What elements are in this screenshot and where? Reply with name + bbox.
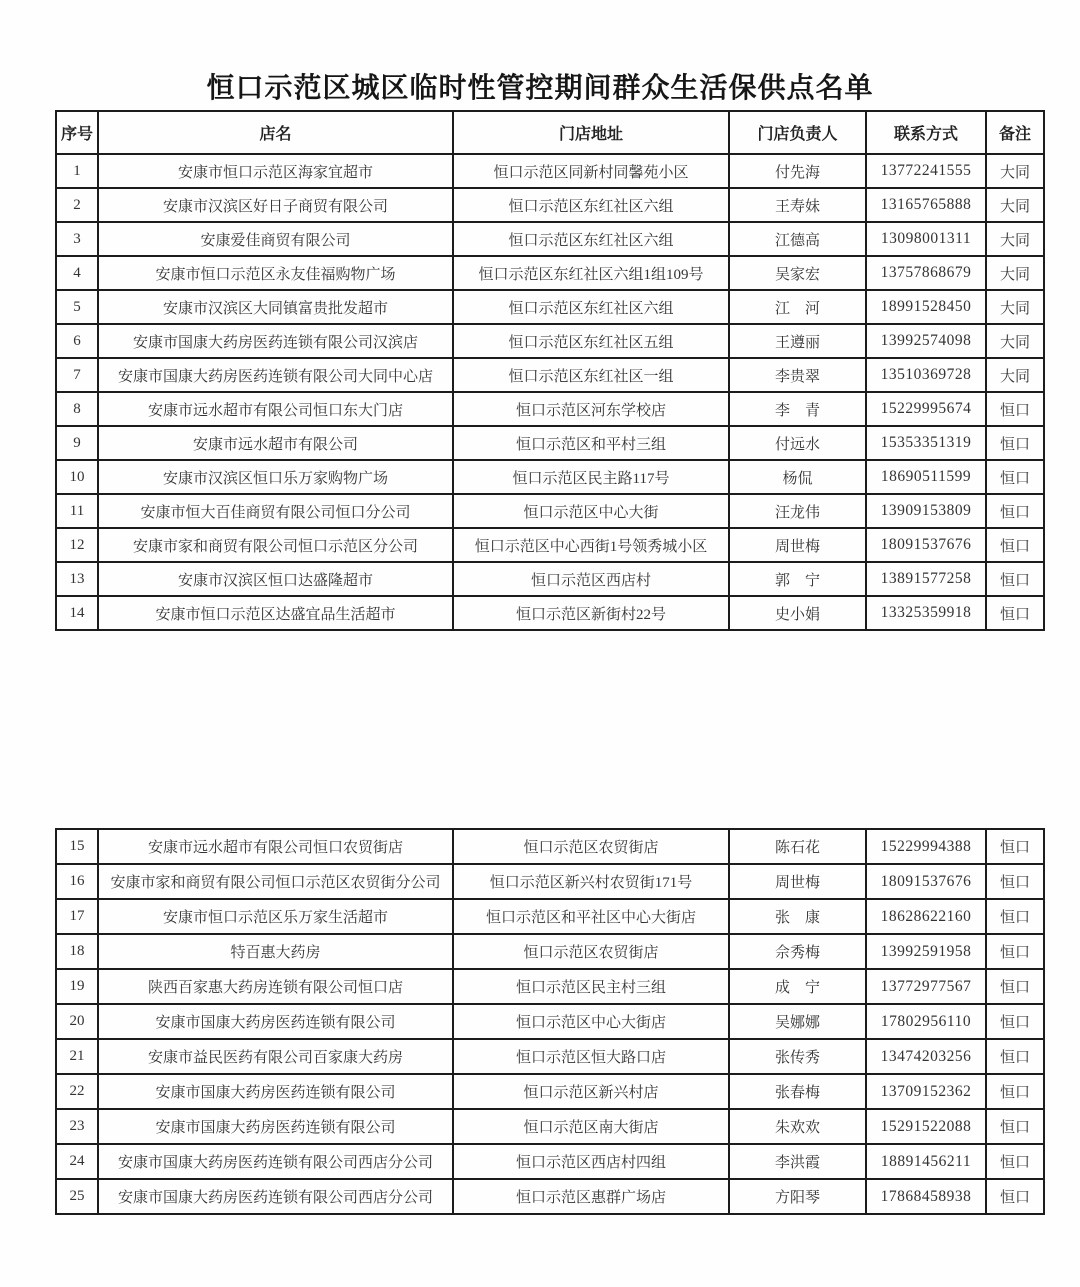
cell-manager: 史小娟 (729, 596, 866, 630)
cell-manager: 朱欢欢 (729, 1109, 866, 1144)
cell-address: 恒口示范区新兴村农贸街171号 (453, 864, 729, 899)
table-row (56, 1039, 1044, 1074)
cell-index: 7 (56, 358, 98, 392)
table-row (56, 596, 1044, 630)
cell-manager: 付远水 (729, 426, 866, 460)
table-row (56, 1109, 1044, 1144)
table-row (56, 829, 1044, 864)
cell-address: 恒口示范区和平社区中心大街店 (453, 899, 729, 934)
cell-note: 恒口 (986, 934, 1044, 969)
cell-manager: 杨侃 (729, 460, 866, 494)
cell-note: 大同 (986, 324, 1044, 358)
cell-phone: 15353351319 (866, 426, 986, 460)
table-row (56, 1144, 1044, 1179)
cell-manager: 张春梅 (729, 1074, 866, 1109)
cell-manager: 成 宁 (729, 969, 866, 1004)
cell-index: 2 (56, 188, 98, 222)
cell-index: 24 (56, 1144, 98, 1179)
cell-address: 恒口示范区河东学校店 (453, 392, 729, 426)
cell-note: 恒口 (986, 1144, 1044, 1179)
cell-store-name: 安康市汉滨区好日子商贸有限公司 (98, 188, 453, 222)
cell-phone: 18891456211 (866, 1144, 986, 1179)
page-title: 恒口示范区城区临时性管控期间群众生活保供点名单 (206, 72, 874, 103)
cell-index: 6 (56, 324, 98, 358)
cell-store-name: 特百惠大药房 (98, 934, 453, 969)
cell-phone: 13510369728 (866, 358, 986, 392)
cell-index: 16 (56, 864, 98, 899)
table-row (56, 188, 1044, 222)
cell-manager: 王遵丽 (729, 324, 866, 358)
table-row (56, 864, 1044, 899)
cell-note: 恒口 (986, 1179, 1044, 1214)
cell-note: 恒口 (986, 392, 1044, 426)
cell-index: 25 (56, 1179, 98, 1214)
table-row (56, 494, 1044, 528)
cell-phone: 15229995674 (866, 392, 986, 426)
cell-note: 恒口 (986, 969, 1044, 1004)
cell-phone: 18628622160 (866, 899, 986, 934)
cell-note: 恒口 (986, 562, 1044, 596)
cell-phone: 18091537676 (866, 864, 986, 899)
cell-phone: 13992574098 (866, 324, 986, 358)
cell-index: 10 (56, 460, 98, 494)
table-row (56, 1074, 1044, 1109)
cell-phone: 13165765888 (866, 188, 986, 222)
cell-manager: 吴娜娜 (729, 1004, 866, 1039)
cell-address: 恒口示范区东红社区一组 (453, 358, 729, 392)
cell-address: 恒口示范区民主路117号 (453, 460, 729, 494)
cell-store-name: 安康市国康大药房医药连锁有限公司西店分公司 (98, 1144, 453, 1179)
cell-store-name: 安康市国康大药房医药连锁有限公司汉滨店 (98, 324, 453, 358)
cell-note: 恒口 (986, 1004, 1044, 1039)
table-row (56, 154, 1044, 188)
cell-phone: 18690511599 (866, 460, 986, 494)
cell-store-name: 陕西百家惠大药房连锁有限公司恒口店 (98, 969, 453, 1004)
cell-store-name: 安康市远水超市有限公司 (98, 426, 453, 460)
cell-store-name: 安康市汉滨区恒口乐万家购物广场 (98, 460, 453, 494)
supply-points-table-page2 (55, 828, 1045, 1215)
cell-store-name: 安康市国康大药房医药连锁有限公司 (98, 1004, 453, 1039)
cell-store-name: 安康市恒口示范区海家宜超市 (98, 154, 453, 188)
table-row (56, 324, 1044, 358)
column-header: 联系方式 (866, 111, 986, 154)
cell-store-name: 安康市国康大药房医药连锁有限公司大同中心店 (98, 358, 453, 392)
cell-index: 21 (56, 1039, 98, 1074)
cell-index: 1 (56, 154, 98, 188)
column-header: 店名 (98, 111, 453, 154)
column-header: 序号 (56, 111, 98, 154)
cell-store-name: 安康市家和商贸有限公司恒口示范区分公司 (98, 528, 453, 562)
cell-address: 恒口示范区中心大街店 (453, 1004, 729, 1039)
cell-store-name: 安康市远水超市有限公司恒口农贸街店 (98, 829, 453, 864)
cell-manager: 周世梅 (729, 864, 866, 899)
cell-note: 恒口 (986, 460, 1044, 494)
cell-note: 大同 (986, 154, 1044, 188)
cell-address: 恒口示范区同新村同馨苑小区 (453, 154, 729, 188)
table-header-row (56, 111, 1044, 154)
cell-address: 恒口示范区农贸街店 (453, 934, 729, 969)
table-row (56, 899, 1044, 934)
cell-note: 恒口 (986, 829, 1044, 864)
table-row (56, 392, 1044, 426)
cell-note: 恒口 (986, 596, 1044, 630)
cell-phone: 13909153809 (866, 494, 986, 528)
cell-store-name: 安康市恒口示范区乐万家生活超市 (98, 899, 453, 934)
cell-manager: 周世梅 (729, 528, 866, 562)
cell-store-name: 安康爱佳商贸有限公司 (98, 222, 453, 256)
cell-phone: 17802956110 (866, 1004, 986, 1039)
cell-note: 恒口 (986, 864, 1044, 899)
cell-note: 恒口 (986, 494, 1044, 528)
cell-manager: 张传秀 (729, 1039, 866, 1074)
cell-manager: 付先海 (729, 154, 866, 188)
cell-manager: 方阳琴 (729, 1179, 866, 1214)
cell-address: 恒口示范区中心大街 (453, 494, 729, 528)
cell-store-name: 安康市恒口示范区永友佳福购物广场 (98, 256, 453, 290)
cell-manager: 郭 宁 (729, 562, 866, 596)
cell-index: 17 (56, 899, 98, 934)
cell-index: 11 (56, 494, 98, 528)
cell-address: 恒口示范区惠群广场店 (453, 1179, 729, 1214)
cell-store-name: 安康市家和商贸有限公司恒口示范区农贸街分公司 (98, 864, 453, 899)
cell-store-name: 安康市汉滨区大同镇富贵批发超市 (98, 290, 453, 324)
cell-manager: 张 康 (729, 899, 866, 934)
table-row (56, 290, 1044, 324)
cell-manager: 汪龙伟 (729, 494, 866, 528)
table-row (56, 562, 1044, 596)
cell-store-name: 安康市国康大药房医药连锁有限公司 (98, 1074, 453, 1109)
cell-manager: 陈石花 (729, 829, 866, 864)
cell-index: 23 (56, 1109, 98, 1144)
table-row (56, 528, 1044, 562)
cell-store-name: 安康市恒口示范区达盛宜品生活超市 (98, 596, 453, 630)
cell-address: 恒口示范区西店村 (453, 562, 729, 596)
column-header: 备注 (986, 111, 1044, 154)
cell-store-name: 安康市国康大药房医药连锁有限公司 (98, 1109, 453, 1144)
cell-address: 恒口示范区东红社区六组1组109号 (453, 256, 729, 290)
cell-phone: 13992591958 (866, 934, 986, 969)
cell-manager: 李 青 (729, 392, 866, 426)
cell-manager: 佘秀梅 (729, 934, 866, 969)
cell-store-name: 安康市恒大百佳商贸有限公司恒口分公司 (98, 494, 453, 528)
cell-address: 恒口示范区东红社区六组 (453, 188, 729, 222)
cell-index: 8 (56, 392, 98, 426)
cell-note: 大同 (986, 290, 1044, 324)
cell-phone: 13709152362 (866, 1074, 986, 1109)
cell-index: 19 (56, 969, 98, 1004)
cell-store-name: 安康市远水超市有限公司恒口东大门店 (98, 392, 453, 426)
table-row (56, 358, 1044, 392)
cell-phone: 13772977567 (866, 969, 986, 1004)
cell-note: 大同 (986, 256, 1044, 290)
table-row (56, 969, 1044, 1004)
cell-address: 恒口示范区东红社区六组 (453, 222, 729, 256)
cell-note: 恒口 (986, 426, 1044, 460)
cell-phone: 13772241555 (866, 154, 986, 188)
cell-address: 恒口示范区东红社区六组 (453, 290, 729, 324)
table-row (56, 222, 1044, 256)
cell-manager: 吴家宏 (729, 256, 866, 290)
cell-store-name: 安康市益民医药有限公司百家康大药房 (98, 1039, 453, 1074)
cell-index: 3 (56, 222, 98, 256)
cell-phone: 15229994388 (866, 829, 986, 864)
column-header: 门店负责人 (729, 111, 866, 154)
cell-index: 20 (56, 1004, 98, 1039)
cell-manager: 江德高 (729, 222, 866, 256)
cell-index: 13 (56, 562, 98, 596)
cell-note: 恒口 (986, 899, 1044, 934)
table-row (56, 460, 1044, 494)
cell-index: 15 (56, 829, 98, 864)
cell-address: 恒口示范区民主村三组 (453, 969, 729, 1004)
cell-address: 恒口示范区东红社区五组 (453, 324, 729, 358)
cell-phone: 15291522088 (866, 1109, 986, 1144)
cell-index: 18 (56, 934, 98, 969)
table-row (56, 1179, 1044, 1214)
cell-phone: 13891577258 (866, 562, 986, 596)
cell-phone: 13325359918 (866, 596, 986, 630)
cell-note: 恒口 (986, 1039, 1044, 1074)
cell-store-name: 安康市汉滨区恒口达盛隆超市 (98, 562, 453, 596)
cell-phone: 18091537676 (866, 528, 986, 562)
table-row (56, 426, 1044, 460)
table-body-section2 (56, 829, 1044, 1214)
cell-note: 恒口 (986, 528, 1044, 562)
cell-note: 大同 (986, 358, 1044, 392)
cell-address: 恒口示范区中心西街1号领秀城小区 (453, 528, 729, 562)
cell-address: 恒口示范区恒大路口店 (453, 1039, 729, 1074)
table-body-section1 (56, 154, 1044, 630)
cell-note: 大同 (986, 188, 1044, 222)
cell-store-name: 安康市国康大药房医药连锁有限公司西店分公司 (98, 1179, 453, 1214)
cell-manager: 李洪霞 (729, 1144, 866, 1179)
cell-phone: 18991528450 (866, 290, 986, 324)
cell-note: 恒口 (986, 1109, 1044, 1144)
table-row (56, 934, 1044, 969)
column-header: 门店地址 (453, 111, 729, 154)
cell-address: 恒口示范区新兴村店 (453, 1074, 729, 1109)
cell-manager: 江 河 (729, 290, 866, 324)
cell-manager: 李贵翠 (729, 358, 866, 392)
cell-phone: 13757868679 (866, 256, 986, 290)
table-row (56, 256, 1044, 290)
cell-note: 大同 (986, 222, 1044, 256)
cell-index: 12 (56, 528, 98, 562)
cell-index: 9 (56, 426, 98, 460)
cell-phone: 13098001311 (866, 222, 986, 256)
cell-index: 4 (56, 256, 98, 290)
cell-index: 14 (56, 596, 98, 630)
cell-phone: 13474203256 (866, 1039, 986, 1074)
supply-points-table-page1 (55, 110, 1045, 631)
cell-index: 22 (56, 1074, 98, 1109)
cell-address: 恒口示范区和平村三组 (453, 426, 729, 460)
cell-address: 恒口示范区南大街店 (453, 1109, 729, 1144)
cell-address: 恒口示范区新街村22号 (453, 596, 729, 630)
cell-address: 恒口示范区农贸街店 (453, 829, 729, 864)
cell-note: 恒口 (986, 1074, 1044, 1109)
table-row (56, 1004, 1044, 1039)
cell-address: 恒口示范区西店村四组 (453, 1144, 729, 1179)
cell-index: 5 (56, 290, 98, 324)
cell-manager: 王寿妹 (729, 188, 866, 222)
cell-phone: 17868458938 (866, 1179, 986, 1214)
